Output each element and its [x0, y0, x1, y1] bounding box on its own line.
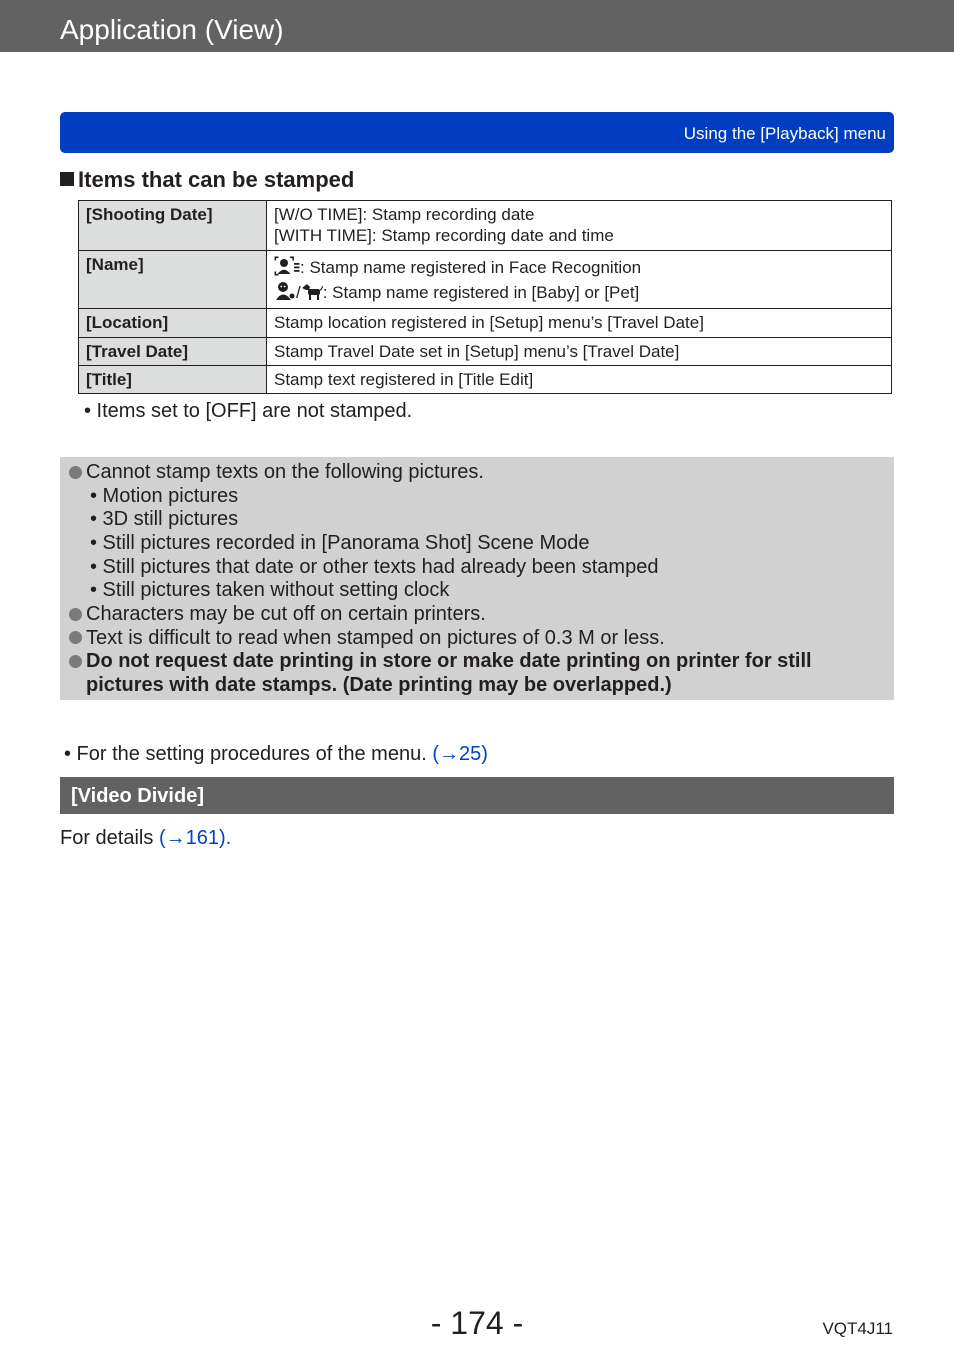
- table-value-line: [WITH TIME]: Stamp recording date and time: [274, 226, 614, 245]
- notes-intro: Cannot stamp texts on the following pictures.: [86, 461, 484, 483]
- table-row: [79, 201, 892, 251]
- stamp-heading-text: Items that can be stamped: [78, 167, 355, 192]
- table-key: [Name]: [79, 251, 267, 309]
- menu-reference-text: • For the setting procedures of the menu.: [64, 743, 433, 765]
- document-code: VQT4J11: [822, 1319, 893, 1338]
- face-recognition-icon: [274, 256, 300, 281]
- table-key: [Shooting Date]: [79, 201, 267, 251]
- section-label: Using the [Playback] menu: [683, 124, 886, 143]
- table-value: Stamp location registered in [Setup] menu’s [Travel Date]: [267, 309, 892, 338]
- table-value-line: [W/O TIME]: Stamp recording date: [274, 205, 535, 224]
- notes-warning-line: pictures with date stamps. (Date printing may be overlapped.): [86, 674, 672, 696]
- table-value: Stamp Travel Date set in [Setup] menu’s [Travel Date]: [267, 338, 892, 366]
- notes-box: [60, 457, 894, 700]
- table-key: [Location]: [79, 309, 267, 338]
- header-title: Application (View): [60, 14, 284, 45]
- table-row: [79, 309, 892, 338]
- table-value: Stamp text registered in [Title Edit]: [267, 366, 892, 394]
- bullet-dot-icon: [69, 655, 82, 668]
- notes-sub-item: • Still pictures that date or other texts had already been stamped: [90, 556, 659, 578]
- table-value: : Stamp name registered in Face Recognition / : Stamp name registered in [Baby] or [Pet]: [267, 251, 892, 309]
- details-link[interactable]: (→161).: [158, 827, 232, 849]
- bullet-dot-icon: [69, 466, 82, 479]
- section-bar: [60, 112, 894, 153]
- notes-sub-item: • Motion pictures: [90, 485, 239, 507]
- table-key: [Travel Date]: [79, 338, 267, 366]
- off-note: • Items set to [OFF] are not stamped.: [84, 400, 413, 422]
- notes-cutoff: Characters may be cut off on certain printers.: [86, 603, 486, 625]
- video-divide-bar: [60, 777, 894, 814]
- pet-icon: [301, 281, 323, 306]
- notes-difficult: Text is difficult to read when stamped on pictures of 0.3 M or less.: [86, 627, 665, 649]
- menu-reference: [64, 742, 488, 766]
- stamp-heading: [60, 166, 354, 194]
- table-key: [Title]: [79, 366, 267, 394]
- video-divide-details: [60, 826, 231, 850]
- square-bullet-icon: [60, 172, 74, 186]
- notes-sub-item: • Still pictures recorded in [Panorama Shot] Scene Mode: [90, 532, 590, 554]
- table-value-line: : Stamp name registered in [Baby] or [Pet]: [322, 283, 640, 302]
- table-row: [79, 251, 892, 309]
- table-row: [79, 338, 892, 366]
- page-header: [0, 0, 954, 52]
- menu-reference-link[interactable]: (→25): [432, 743, 488, 765]
- notes-warning-line: Do not request date printing in store or make date printing on printer for still: [86, 650, 812, 672]
- baby-icon: [274, 281, 296, 306]
- bullet-dot-icon: [69, 631, 82, 644]
- details-text: For details: [60, 827, 159, 849]
- notes-sub-item: • Still pictures taken without setting clock: [90, 579, 450, 601]
- page-number: - 174 -: [430, 1305, 524, 1341]
- table-value: [267, 201, 892, 251]
- table-value-line: : Stamp name registered in Face Recognition: [300, 258, 642, 277]
- stamp-items-table: [78, 200, 892, 394]
- video-divide-title: [Video Divide]: [71, 785, 204, 807]
- bullet-dot-icon: [69, 608, 82, 621]
- table-row: [79, 366, 892, 394]
- notes-sub-item: • 3D still pictures: [90, 508, 239, 530]
